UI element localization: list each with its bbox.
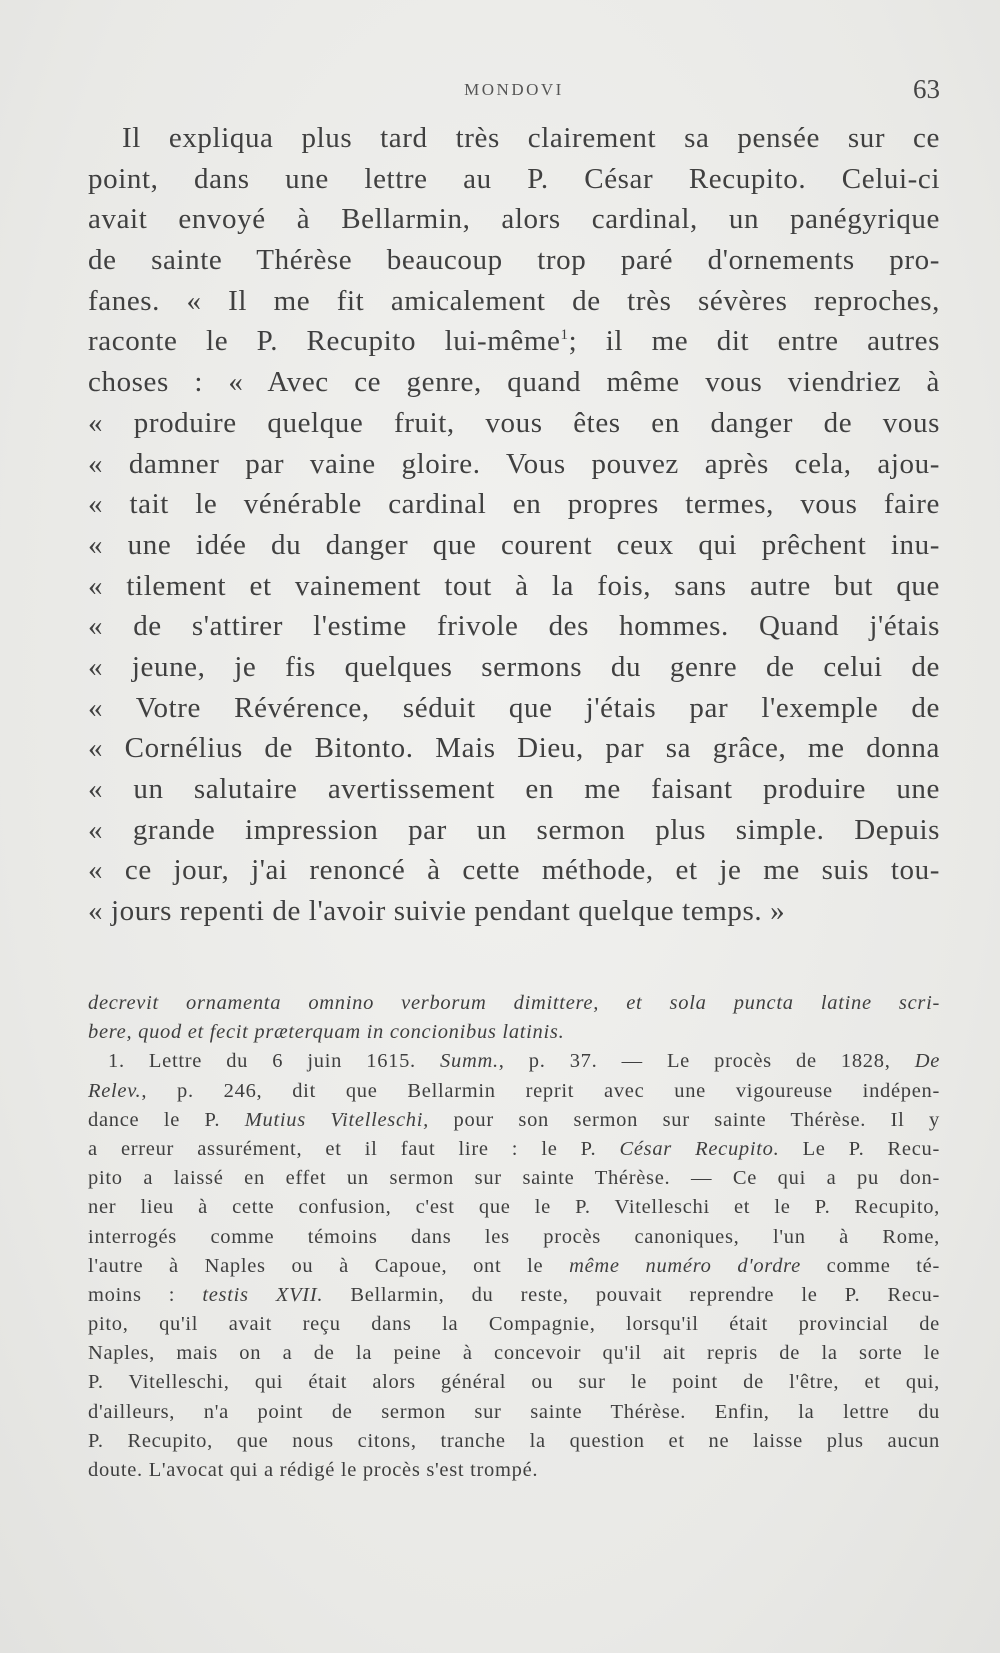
text-segment: , p. 37. — Le procès de 1828, [498,1050,915,1073]
text-line: « tilement et vainement tout à la fois, sans autre but que [88,569,940,602]
footnote-line [88,1077,940,1106]
text-segment: Bellarmin, du reste, pouvait reprendre le P. Recu- [323,1283,940,1306]
italic-segment: même numéro d'ordre [569,1254,801,1277]
footnote-line [88,1106,940,1135]
footnote-line: Naples, mais on a de la peine à concevoir qu'il ait repris de la sorte le [88,1342,940,1365]
text-line: « jeune, je fis quelques sermons du genre de celui de [88,650,940,683]
footnote-line: pito a laissé en effet un sermon sur sainte Thérèse. — Ce qui a pu don- [88,1167,940,1190]
footnote-reference: 1 [560,327,569,344]
text-line: « ce jour, j'ai renoncé à cette méthode, et je me suis tou- [88,854,940,887]
text-line: « jours repenti de l'avoir suivie pendant quelque temps. » [88,895,786,928]
page-number: 63 [913,74,940,104]
text-line: « une idée du danger que courent ceux qui prêchent inu- [88,528,940,561]
footnote-line: P. Vitelleschi, qui était alors général ou sur le point de l'être, et qui, [88,1371,940,1394]
text-line: « tait le vénérable cardinal en propres termes, vous faire [88,488,940,521]
footnote-line: decrevit ornamenta omnino verborum dimittere, et sola puncta latine scri- [88,992,940,1014]
text-segment: raconte le P. Recupito lui-même [88,325,561,358]
text-segment: moins : [88,1283,203,1306]
main-text [88,118,940,932]
text-line: « Cornélius de Bitonto. Mais Dieu, par sa grâce, me donna [88,732,940,765]
text-line: « grande impression par un sermon plus simple. Depuis [88,813,940,846]
text-segment: Le P. Recu- [779,1137,940,1160]
footnotes [88,989,940,1485]
text-line: « de s'attirer l'estime frivole des hommes. Quand j'étais [88,610,940,643]
text-segment: ; il me dit entre autres [568,325,940,358]
footnote-line [88,1281,940,1310]
text-line: de sainte Thérèse beaucoup trop paré d'ornements pro- [88,244,940,277]
footnote-line: P. Recupito, que nous citons, tranche la question et ne laisse plus aucun [88,1429,940,1452]
italic-segment: Mutius Vitelleschi, [244,1108,429,1131]
footnote-line: bere, quod et fecit præterquam in concionibus latinis. [88,1021,565,1044]
text-segment: comme té- [800,1254,940,1277]
text-line [88,321,940,362]
text-segment: pour son sermon sur sainte Thérèse. Il y [428,1108,941,1131]
footnote-line [88,1047,940,1076]
page-header [88,74,940,114]
text-segment: , p. 246, dit que Bellarmin reprit avec une vigoureuse indépen- [141,1079,940,1102]
text-segment: l'autre à Naples ou à Capoue, ont le [88,1254,570,1277]
footnote-line: d'ailleurs, n'a point de sermon sur sainte Thérèse. Enfin, la lettre du [88,1400,940,1423]
footnote-line [88,1135,940,1164]
text-segment: 1. Lettre du 6 juin 1615. [108,1050,441,1073]
footnote-line: ner lieu à cette confusion, c'est que le P. Vitelleschi et le P. Recupito, [88,1196,940,1219]
text-line: « produire quelque fruit, vous êtes en danger de vous [88,406,940,439]
italic-segment: De [914,1050,940,1073]
text-line: Il expliqua plus tard très clairement sa pensée sur ce [122,122,940,154]
footnote-line [88,1252,940,1281]
text-line: point, dans une lettre au P. César Recupito. Celui-ci [88,162,940,195]
text-segment: a erreur assurément, et il faut lire : le P. [88,1137,620,1160]
italic-segment: Relev. [88,1079,142,1102]
running-head: MONDOVI [464,80,564,99]
footnote-line: interrogés comme témoins dans les procès canoniques, l'un à Rome, [88,1225,940,1248]
text-line: « Votre Révérence, séduit que j'étais par l'exemple de [88,691,940,724]
italic-segment: Summ. [440,1050,499,1073]
footnote-line: doute. L'avocat qui a rédigé le procès s'est trompé. [88,1459,539,1481]
italic-segment: testis XVII. [202,1283,324,1306]
footnote-line: pito, qu'il avait reçu dans la Compagnie, lorsqu'il était provincial de [88,1313,940,1336]
text-line: « damner par vaine gloire. Vous pouvez après cela, ajou- [88,447,940,480]
text-segment: dance le P. [88,1108,245,1131]
text-line: choses : « Avec ce genre, quand même vous viendriez à [88,366,940,399]
text-line: avait envoyé à Bellarmin, alors cardinal, un panégyrique [88,203,940,236]
text-line: « un salutaire avertissement en me faisant produire une [88,773,940,805]
text-line: fanes. « Il me fit amicalement de très sévères reproches, [88,284,940,317]
italic-segment: César Recupito. [619,1137,780,1160]
